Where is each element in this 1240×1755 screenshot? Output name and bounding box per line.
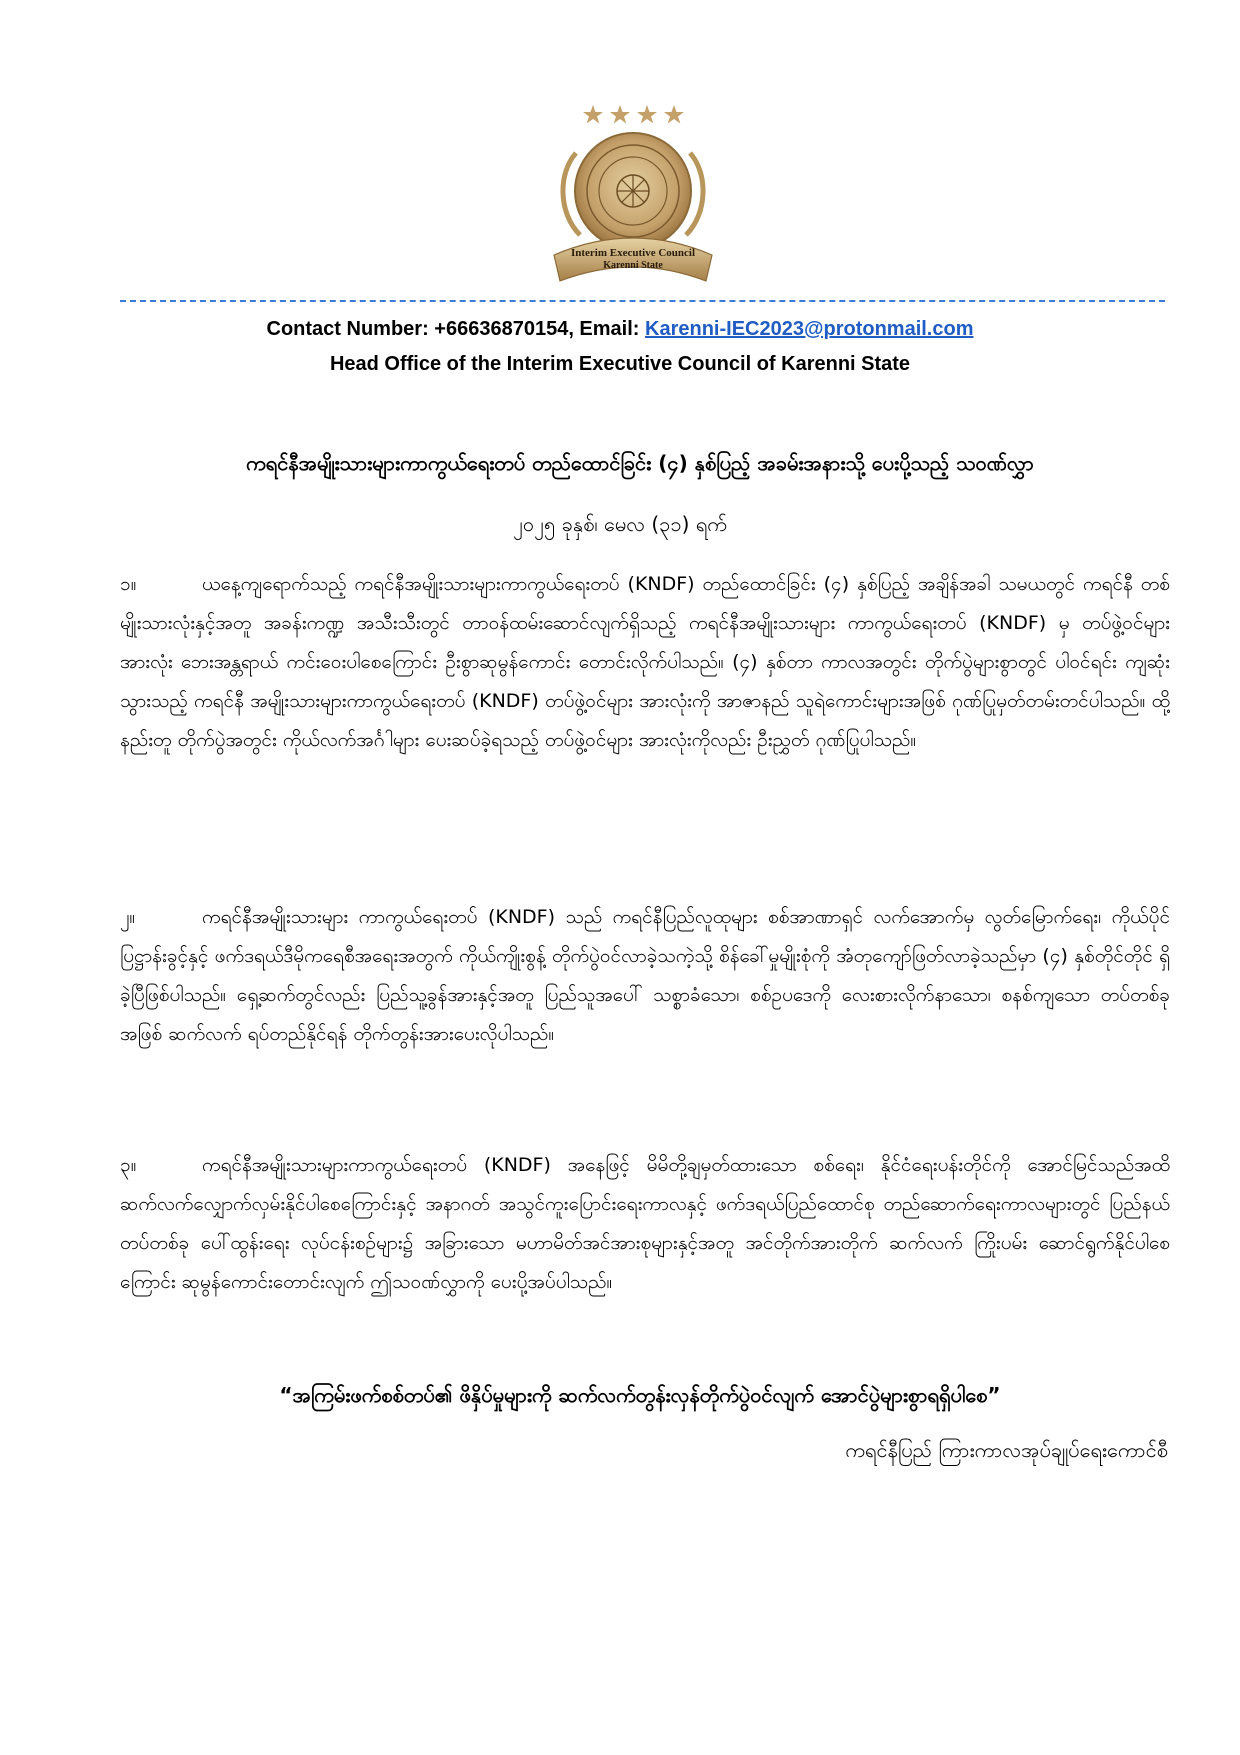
document-title: ကရင်နီအမျိုးသားများကာကွယ်ရေးတပ် တည်ထောင်ခြင်း (၄) နှစ်ပြည့် အခမ်းအနားသို့ ပေးပို့သည့် သဝဏ်လွှာ	[246, 451, 1034, 475]
paragraph-2	[120, 898, 1170, 1054]
paragraph-text: ယနေ့ကျရောက်သည့် ကရင်နီအမျိုးသားများကာကွယ်ရေးတပ် (KNDF) တည်ထောင်ခြင်း (၄) နှစ်ပြည့် အချိန်အခါ သမယတွင် ကရင်နီ တစ်မျိုးသားလုံးနှင့်အတူ အခန်းကဏ္ဍ အသီးသီးတွင် တာဝန်ထမ်းဆောင်လျက်ရှိသည့် ကရင်နီအမျိုးသားများ ကာကွယ်ရေးတပ် (KNDF) မှ တပ်ဖွဲ့ဝင်များ အားလုံး ဘေးအန္တရာယ် ကင်းဝေးပါစေကြောင်း ဦးစွာဆုမွန်ကောင်း တောင်းလိုက်ပါသည်။ (၄) နှစ်တာ ကာလအတွင်း တိုက်ပွဲများစွာတွင် ပါဝင်ရင်း ကျဆုံးသွားသည့် ကရင်နီ အမျိုးသားများကာကွယ်ရေးတပ် (KNDF) တပ်ဖွဲ့ဝင်များ အားလုံးကို အာဇာနည် သူရဲကောင်းများအဖြစ် ဂုဏ်ပြုမှတ်တမ်းတင်ပါသည်။ ထို့နည်းတူ တိုက်ပွဲအတွင်း ကိုယ်လက်အင်္ဂါများ ပေးဆပ်ခဲ့ရသည့် တပ်ဖွဲ့ဝင်များ အားလုံးကိုလည်း ဦးညွှတ် ဂုဏ်ပြုပါသည်။	[120, 573, 1170, 751]
star-icon	[583, 105, 684, 124]
paragraph-1	[120, 565, 1170, 760]
paragraph-3	[120, 1146, 1170, 1302]
signature: ကရင်နီပြည် ကြားကာလအုပ်ချုပ်ရေးကောင်စီ	[845, 1438, 1168, 1462]
contact-line	[0, 314, 1240, 344]
logo-text-line2: Karenni State	[603, 260, 663, 271]
council-emblem	[548, 103, 718, 288]
office-line: Head Office of the Interim Executive Council of Karenni State	[329, 353, 911, 375]
slogan: “အကြမ်းဖက်စစ်တပ်၏ ဖိနှိပ်မှုများကို ဆက်လက်တွန်းလှန်တိုက်ပွဲဝင်လျက် အောင်ပွဲများစွာရရှိပါစေ”	[279, 1383, 1001, 1407]
paragraph-text: ကရင်နီအမျိုးသားများ ကာကွယ်ရေးတပ် (KNDF) သည် ကရင်နီပြည်လူထုများ စစ်အာဏာရှင် လက်အောက်မှ လွတ်မြောက်ရေး၊ ကိုယ်ပိုင်ပြဋ္ဌာန်းခွင့်နှင့် ဖက်ဒရယ်ဒီမိုကရေစီအရေးအတွက် ကိုယ်ကျိုးစွန့် တိုက်ပွဲဝင်လာခဲ့သကဲ့သို့ စိန်ခေါ်မှုမျိုးစုံကို အံတုကျော်ဖြတ်လာခဲ့သည်မှာ (၄) နှစ်တိုင်တိုင် ရှိခဲ့ပြီဖြစ်ပါသည်။ ရှေ့ဆက်တွင်လည်း ပြည်သူ့ခွန်အားနှင့်အတူ ပြည်သူအပေါ် သစ္စာခံသော၊ စစ်ဥပဒေကို လေးစားလိုက်နာသော၊ စနစ်ကျသော တပ်တစ်ခုအဖြစ် ဆက်လက် ရပ်တည်နိုင်ရန် တိုက်တွန်းအားပေးလိုပါသည်။	[120, 906, 1170, 1045]
paragraph-number: ၂။	[120, 906, 136, 928]
logo-text-line1: Interim Executive Council	[570, 247, 696, 259]
contact-label: Contact Number: +66636870154, Email:	[266, 318, 646, 340]
paragraph-text: ကရင်နီအမျိုးသားများကာကွယ်ရေးတပ် (KNDF) အနေဖြင့် မိမိတို့ချမှတ်ထားသော စစ်ရေး၊ နိုင်ငံရေးပန်းတိုင်ကို အောင်မြင်သည်အထိ ဆက်လက်လျှောက်လှမ်းနိုင်ပါစေကြောင်းနှင့် အနာဂတ် အသွင်ကူးပြောင်းရေးကာလနှင့် ဖက်ဒရယ်ပြည်ထောင်စု တည်ဆောက်ရေးကာလများတွင် ပြည်နယ် တပ်တစ်ခု ပေါ်ထွန်းရေး လုပ်ငန်းစဉ်များ၌ အခြားသော မဟာမိတ်အင်အားစုများနှင့်အတူ အင်တိုက်အားတိုက် ဆက်လက် ကြိုးပမ်း ဆောင်ရွက်နိုင်ပါစေကြောင်း ဆုမွန်ကောင်းတောင်းလျက် ဤသဝဏ်လွှာကို ပေးပို့အပ်ပါသည်။	[120, 1154, 1170, 1293]
paragraph-number: ၃။	[120, 1154, 137, 1176]
email-link[interactable]: Karenni-IEC2023@protonmail.com	[645, 318, 974, 340]
paragraph-number: ၁။	[120, 573, 137, 595]
header-divider	[120, 300, 1165, 302]
document-date: ၂၀၂၅ ခုနှစ်၊ မေလ (၃၁) ရက်	[513, 512, 727, 536]
